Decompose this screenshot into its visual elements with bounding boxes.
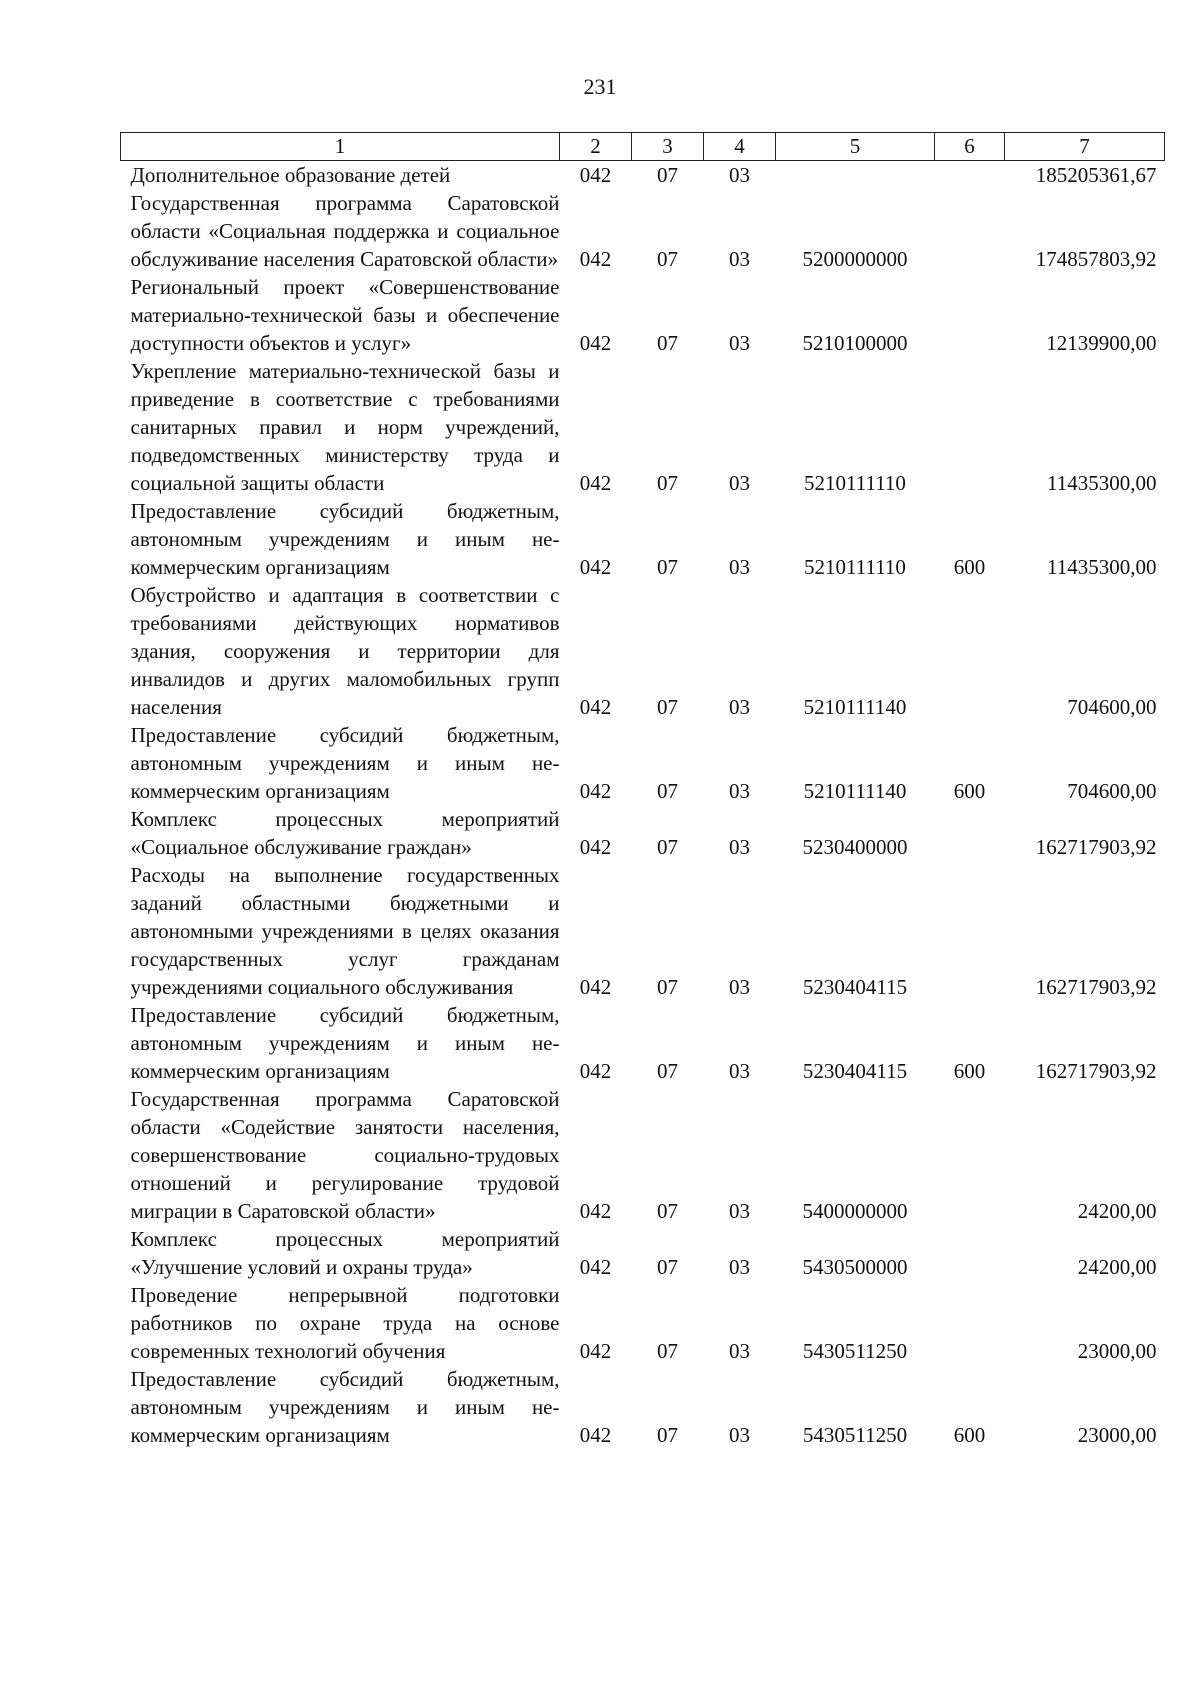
row-ministry-code: 042 <box>579 1059 612 1083</box>
row-amount: 162717903,92 <box>1035 1059 1157 1083</box>
row-ministry-code: 042 <box>579 163 612 187</box>
row-ministry-code: 042 <box>579 779 612 803</box>
row-amount: 704600,00 <box>1067 695 1157 719</box>
row-subsection-code: 03 <box>729 471 750 495</box>
row-name: Укрепление материально-технической базы и приведение в соответствие с требованиями санитарных правил и норм учреждений, подведомственных министерству труда и социальной защиты области <box>130 359 560 495</box>
row-target-article: 5210111110 <box>804 555 906 579</box>
row-amount: 23000,00 <box>1077 1423 1157 1447</box>
row-amount: 24200,00 <box>1077 1199 1157 1223</box>
table-row <box>121 1001 1165 1085</box>
row-ministry-code: 042 <box>579 1199 612 1223</box>
row-subsection-code: 03 <box>729 555 750 579</box>
row-section-code: 07 <box>657 1059 678 1083</box>
row-amount: 704600,00 <box>1067 779 1157 803</box>
row-subsection-code: 03 <box>729 1423 750 1447</box>
row-subsection-code: 03 <box>729 695 750 719</box>
row-name: Комплекс процессных мероприятий «Социальное обслуживание граждан» <box>130 807 560 859</box>
table-row <box>121 497 1165 581</box>
row-name: Предоставление субсидий бюджетным, автономным учреждениям и иным некоммерческим организациям <box>130 499 560 579</box>
row-expense-type <box>935 861 1005 1001</box>
row-target-article: 5430511250 <box>802 1339 908 1363</box>
row-section-code: 07 <box>657 471 678 495</box>
row-name: Государственная программа Саратовской области «Содействие занятости населения, совершенствование социально-трудовых отношений и регулирование трудовой миграции в Саратовской области» <box>130 1087 560 1223</box>
row-expense-type <box>935 161 1005 190</box>
row-ministry-code: 042 <box>579 471 612 495</box>
row-amount: 23000,00 <box>1077 1339 1157 1363</box>
row-target-article: 5230404115 <box>802 1059 908 1083</box>
row-section-code: 07 <box>657 1199 678 1223</box>
header-row <box>121 133 1165 161</box>
row-subsection-code: 03 <box>729 1059 750 1083</box>
row-amount: 174857803,92 <box>1035 247 1157 271</box>
row-target-article: 5210100000 <box>802 331 908 355</box>
header-col-5: 5 <box>776 133 935 161</box>
row-ministry-code: 042 <box>579 1423 612 1447</box>
row-ministry-code: 042 <box>579 975 612 999</box>
row-section-code: 07 <box>657 1255 678 1279</box>
row-subsection-code: 03 <box>729 1339 750 1363</box>
row-section-code: 07 <box>657 975 678 999</box>
row-expense-type <box>935 1085 1005 1225</box>
budget-table <box>120 132 1165 1449</box>
row-ministry-code: 042 <box>579 331 612 355</box>
row-section-code: 07 <box>657 331 678 355</box>
row-expense-type <box>935 1281 1005 1365</box>
row-expense-type: 600 <box>953 779 986 803</box>
row-subsection-code: 03 <box>729 1199 750 1223</box>
table-row <box>121 1281 1165 1365</box>
header-col-7: 7 <box>1005 133 1165 161</box>
table-row <box>121 1365 1165 1449</box>
row-name: Предоставление субсидий бюджетным, автономным учреждениям и иным некоммерческим организациям <box>130 1003 560 1083</box>
row-name: Обустройство и адаптация в соответствии с требованиями действующих нормативов здания, сооружения и территории для инвалидов и других маломобильных групп населения <box>130 583 560 719</box>
row-section-code: 07 <box>657 695 678 719</box>
row-target-article: 5210111140 <box>803 779 907 803</box>
row-target-article: 5430500000 <box>802 1255 908 1279</box>
header-col-3: 3 <box>632 133 704 161</box>
table-body <box>121 161 1165 1450</box>
row-target-article: 5400000000 <box>802 1199 908 1223</box>
row-subsection-code: 03 <box>729 975 750 999</box>
row-name: Предоставление субсидий бюджетным, автономным учреждениям и иным некоммерческим организациям <box>130 1367 560 1447</box>
row-section-code: 07 <box>657 779 678 803</box>
row-expense-type: 600 <box>953 1059 986 1083</box>
row-expense-type <box>935 357 1005 497</box>
table-header <box>121 133 1165 161</box>
row-amount: 162717903,92 <box>1035 835 1157 859</box>
table-row <box>121 357 1165 497</box>
row-subsection-code: 03 <box>729 247 750 271</box>
table-row <box>121 189 1165 273</box>
header-col-1: 1 <box>121 133 560 161</box>
row-target-article: 5230400000 <box>802 835 908 859</box>
row-amount: 185205361,67 <box>1035 163 1157 187</box>
row-target-article: 5430511250 <box>802 1423 908 1447</box>
table-row <box>121 1225 1165 1281</box>
row-target-article: 5210111140 <box>803 695 907 719</box>
row-amount: 11435300,00 <box>1047 555 1157 579</box>
row-subsection-code: 03 <box>729 779 750 803</box>
row-ministry-code: 042 <box>579 695 612 719</box>
row-section-code: 07 <box>657 1339 678 1363</box>
row-expense-type: 600 <box>953 1423 986 1447</box>
row-amount: 12139900,00 <box>1046 331 1157 355</box>
page-number: 231 <box>583 74 617 99</box>
table-row <box>121 581 1165 721</box>
row-section-code: 07 <box>657 1423 678 1447</box>
table-row <box>121 273 1165 357</box>
row-ministry-code: 042 <box>579 555 612 579</box>
row-expense-type <box>935 189 1005 273</box>
row-name: Комплекс процессных мероприятий «Улучшение условий и охраны труда» <box>130 1227 560 1279</box>
row-target-article <box>776 161 935 190</box>
row-subsection-code: 03 <box>729 835 750 859</box>
row-name: Расходы на выполнение государственных заданий областными бюджетными и автономными учреждениями в целях оказания государственных услуг гражданам учреждениями социального обслуживания <box>130 863 560 999</box>
row-expense-type <box>935 805 1005 861</box>
header-col-2: 2 <box>560 133 632 161</box>
row-name: Региональный проект «Совершенствование материально-технической базы и обеспечение доступности объектов и услуг» <box>130 275 560 355</box>
row-section-code: 07 <box>657 247 678 271</box>
row-target-article: 5230404115 <box>802 975 908 999</box>
header-col-4: 4 <box>704 133 776 161</box>
row-section-code: 07 <box>657 835 678 859</box>
row-ministry-code: 042 <box>579 1255 612 1279</box>
row-expense-type <box>935 273 1005 357</box>
row-subsection-code: 03 <box>729 1255 750 1279</box>
row-expense-type: 600 <box>953 555 986 579</box>
row-section-code: 07 <box>657 163 678 187</box>
row-expense-type <box>935 581 1005 721</box>
row-amount: 24200,00 <box>1077 1255 1157 1279</box>
table-row <box>121 161 1165 190</box>
table-row <box>121 721 1165 805</box>
row-name: Дополнительное образование детей <box>130 163 451 187</box>
row-ministry-code: 042 <box>579 1339 612 1363</box>
row-ministry-code: 042 <box>579 835 612 859</box>
table-row <box>121 861 1165 1001</box>
row-name: Предоставление субсидий бюджетным, автономным учреждениям и иным некоммерческим организациям <box>130 723 560 803</box>
row-amount: 162717903,92 <box>1035 975 1157 999</box>
row-target-article: 5200000000 <box>802 247 908 271</box>
row-name: Государственная программа Саратовской области «Социальная поддержка и социальное обслуживание населения Саратовской области» <box>130 191 560 271</box>
row-section-code: 07 <box>657 555 678 579</box>
row-amount: 11435300,00 <box>1047 471 1157 495</box>
row-expense-type <box>935 1225 1005 1281</box>
row-name: Проведение непрерывной подготовки работников по охране труда на основе современных технологий обучения <box>130 1283 560 1363</box>
table-row <box>121 1085 1165 1225</box>
row-target-article: 5210111110 <box>804 471 906 495</box>
row-subsection-code: 03 <box>729 331 750 355</box>
table-row <box>121 805 1165 861</box>
header-col-6: 6 <box>935 133 1005 161</box>
row-subsection-code: 03 <box>729 163 750 187</box>
row-ministry-code: 042 <box>579 247 612 271</box>
